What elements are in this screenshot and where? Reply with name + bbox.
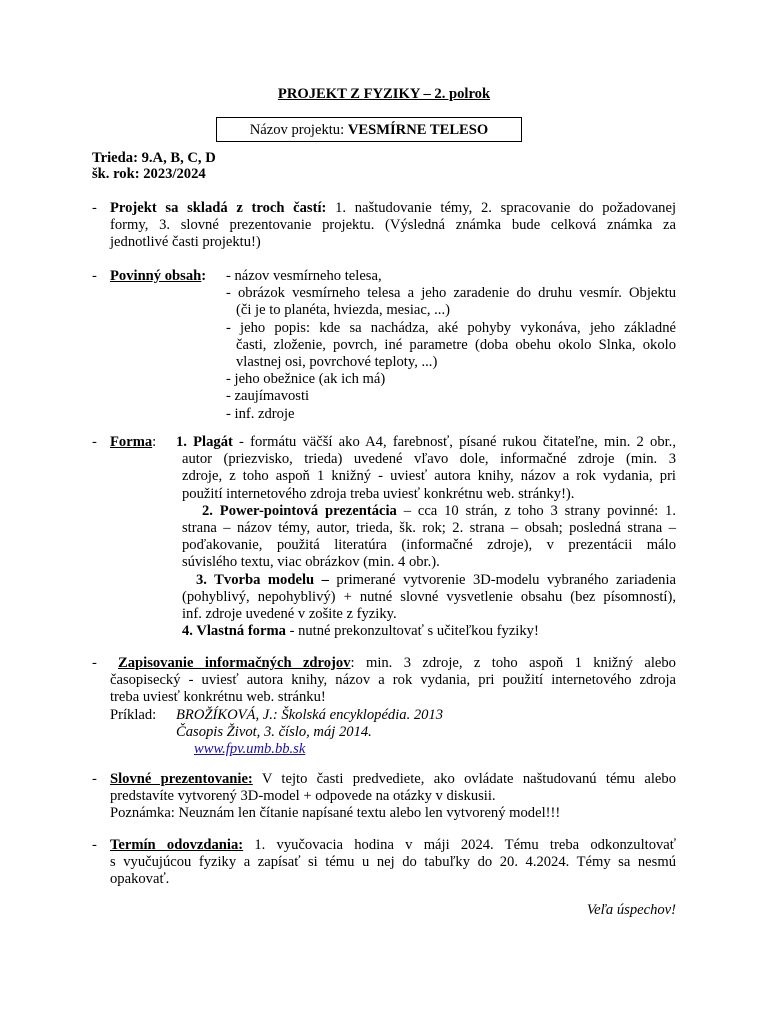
- poster-line: autor (priezvisko, trieda) uvedené vľavo dole, informačné zdroje (min. 3: [182, 451, 676, 468]
- bullet-dash: -: [92, 268, 97, 284]
- school-year: šk. rok: 2023/2024: [92, 166, 206, 182]
- deadline-line: s vyučujúcou fyziky a zapísať si tému u nej do tabuľky do 20. 4.2024. Témy sa nesmú: [110, 854, 676, 871]
- parts-lead: Projekt sa skladá z troch častí:: [110, 200, 327, 216]
- list-item: - jeho obežnice (ak ich má): [226, 371, 386, 388]
- list-item: - inf. zdroje: [226, 405, 295, 422]
- content-list: [226, 268, 676, 423]
- model-line: inf. zdroje uvedené v zošite z fyziky.: [182, 606, 397, 623]
- forma-colon: :: [152, 434, 157, 450]
- content-heading: Povinný obsah: [110, 268, 202, 284]
- sources-line: treba uviesť konkrétnu web. stránku!: [110, 689, 326, 706]
- deadline-line: 1. vyučovacia hodina v máji 2024. Tému treba odkonzultovať: [243, 837, 676, 853]
- deadline-heading: Termín odovzdania:: [110, 837, 244, 853]
- bullet-dash: -: [92, 434, 97, 450]
- example-label: Príklad:: [110, 706, 157, 723]
- list-item: - názov vesmírneho telesa,: [226, 268, 382, 284]
- parts-line2: formy, 3. slovné prezentovanie projektu. (Výsledná známka bude celková známka za: [110, 217, 676, 234]
- bullet-dash: -: [92, 200, 97, 216]
- oral-line: V tejto časti predvediete, ako ovládate naštudovanú tému alebo: [252, 771, 676, 787]
- forma-section: [176, 434, 676, 640]
- model-title: 3. Tvorba modelu –: [196, 571, 329, 588]
- list-item: - zaujímavosti: [226, 388, 310, 405]
- model-line: primerané vytvorenie 3D-modelu vybraného zariadenia: [328, 571, 676, 588]
- closing-wish: Veľa úspechov!: [586, 902, 676, 918]
- deadline-section: [110, 837, 676, 889]
- poster-line: použití internetového zdroja treba uviesť konkrétnu web. stránky!).: [182, 485, 575, 502]
- content-heading-wrap: [110, 268, 206, 285]
- document-title: PROJEKT Z FYZIKY – 2. polrok: [277, 86, 491, 102]
- ppt-line: strana – názov témy, autor, trieda, šk. rok; 2. strana – obsah; posledná strana –: [182, 520, 676, 537]
- oral-line: predstavíte vytvorený 3D-model + odpovede na otázky v diskusii.: [110, 788, 496, 805]
- bullet-dash: -: [92, 837, 97, 853]
- example-magazine: Časopis Život, 3. číslo, máj 2014.: [176, 723, 372, 740]
- own-form-line: - nutné prekonzultovať s učiteľkou fyziky!: [285, 623, 539, 640]
- list-item: časti, zloženie, povrch, iné parametre (doba obehu okolo Slnka, okolo: [236, 336, 676, 353]
- list-item: - obrázok vesmírneho telesa a jeho zaradenie do druhu vesmír. Objektu: [226, 285, 676, 302]
- ppt-line: – cca 10 strán, z toho 3 strany povinné: 1.: [396, 502, 676, 519]
- sources-line: časopisecký - uviesť autora knihy, názov a rok vydania, pri použití internetového zdroja: [110, 672, 676, 689]
- ppt-title: 2. Power-pointová prezentácia: [202, 502, 397, 519]
- poster-title: 1. Plagát: [176, 434, 233, 450]
- sources-line: : min. 3 zdroje, z toho aspoň 1 knižný alebo: [350, 655, 676, 671]
- forma-heading: Forma: [110, 434, 153, 450]
- class-line: Trieda: 9.A, B, C, D: [92, 150, 216, 166]
- oral-section: [110, 771, 676, 823]
- sources-heading: Zapisovanie informačných zdrojov: [118, 655, 351, 671]
- content-colon: :: [201, 268, 207, 284]
- parts-section: [110, 200, 676, 252]
- list-item: vlastnej osi, povrchové teploty, ...): [236, 354, 438, 371]
- own-form-title: 4. Vlastná forma: [182, 623, 286, 640]
- list-item: - jeho popis: kde sa nachádza, aké pohyby vykonáva, jeho základné: [226, 319, 676, 336]
- poster-line: zdroje, z toho aspoň 1 knižný - uviesť autora knihy, názov a rok vydania, pri: [182, 468, 676, 485]
- sources-section: [110, 655, 676, 758]
- bullet-dash: -: [92, 655, 97, 671]
- ppt-line: súvislého textu, viac obrázkov (min. 4 obr.).: [182, 554, 440, 571]
- project-name-value: VESMÍRNE TELESO: [347, 122, 489, 138]
- poster-line: - formátu väčší ako A4, farebnosť, písané rukou čitateľne, min. 2 obr.,: [232, 434, 676, 450]
- project-name-box: [216, 117, 522, 142]
- model-line: (pohyblivý, nepohyblivý) + nutné slovné vysvetlenie obsahu (bez písomností),: [182, 588, 676, 605]
- oral-note: Poznámka: Neuznám len čítanie napísané textu alebo len vytvorený model!!!: [110, 805, 561, 822]
- example-link[interactable]: www.fpv.umb.bb.sk: [194, 741, 306, 758]
- forma-heading-wrap: [110, 434, 156, 451]
- parts-line1: 1. naštudovanie témy, 2. spracovanie do požadovanej: [326, 200, 677, 216]
- ppt-line: poďakovanie, použitá literatúra (informačné zdroje), v prezentácii málo: [182, 537, 676, 554]
- example-book: BROŽÍKOVÁ, J.: Školská encyklopédia. 2013: [176, 706, 444, 723]
- list-item: (či je to planéta, hviezda, mesiac, ...): [236, 302, 450, 319]
- deadline-line: opakovať.: [110, 871, 170, 888]
- oral-heading: Slovné prezentovanie:: [110, 771, 253, 787]
- bullet-dash: -: [92, 771, 97, 787]
- project-name-label: Názov projektu:: [249, 122, 345, 138]
- parts-line3: jednotlivé časti projektu!): [110, 234, 261, 251]
